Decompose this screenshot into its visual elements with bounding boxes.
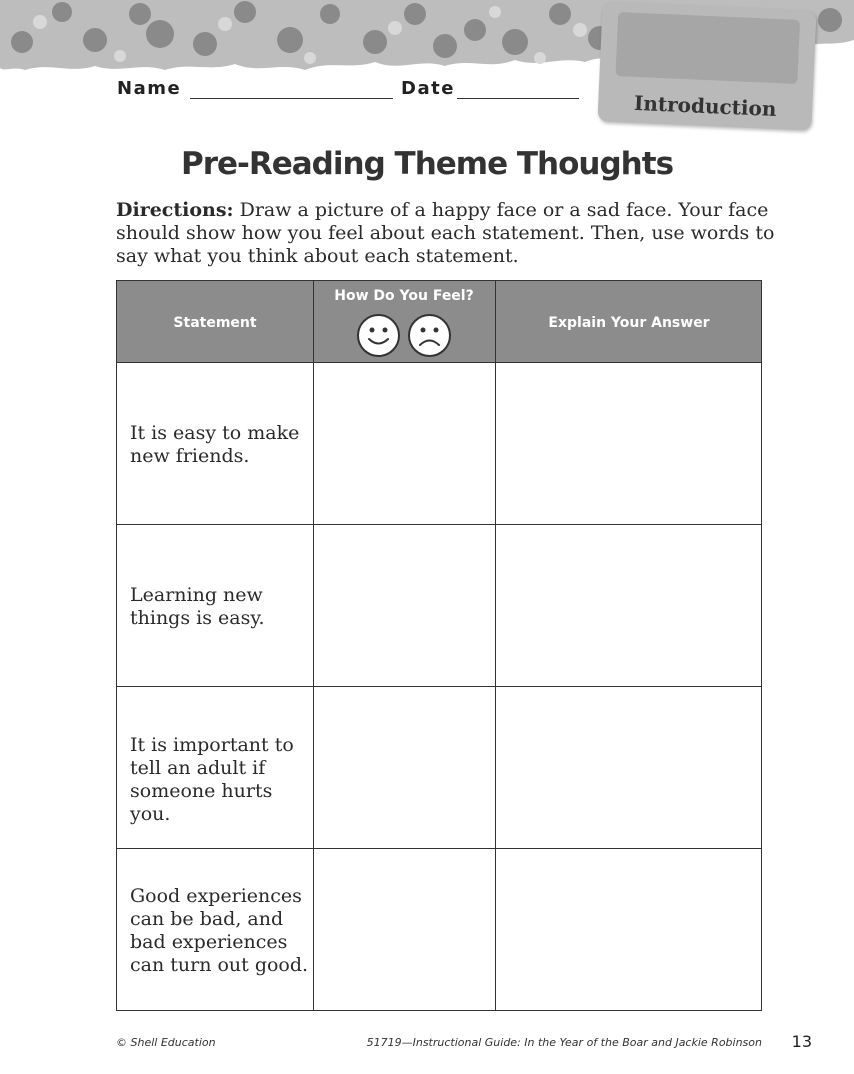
tab-decoration [615, 12, 800, 84]
directions [116, 199, 776, 268]
row-divider [117, 848, 761, 849]
page-number: 13 [791, 1032, 812, 1051]
footer-book-title: 51719—Instructional Guide: In the Year of the Boar and Jackie Robinson [366, 1036, 762, 1049]
directions-label: Directions: [116, 199, 234, 221]
feel-cell[interactable] [315, 851, 493, 1009]
feel-cell[interactable] [315, 689, 493, 846]
name-line[interactable] [190, 98, 393, 99]
feel-cell[interactable] [315, 527, 493, 684]
date-line[interactable] [457, 98, 579, 99]
statement-text: It is easy to make new friends. [130, 422, 300, 467]
column-header-feel: How Do You Feel? [334, 288, 474, 304]
section-tab-label: Introduction [633, 90, 777, 122]
statement-text: Learning new things is easy. [130, 584, 265, 629]
column-header-statement: Statement [173, 315, 257, 331]
section-tab [597, 1, 816, 130]
directions-text: Draw a picture of a happy face or a sad face. Your face should show how you feel about each statement. Then, use words to say what you think about each statement. [116, 199, 775, 267]
feel-cell[interactable] [315, 365, 493, 522]
footer-copyright: © Shell Education [116, 1036, 216, 1049]
explain-cell[interactable] [497, 851, 760, 1009]
table-header [117, 281, 761, 363]
sad-face-icon [408, 314, 451, 357]
name-label: Name [117, 78, 182, 99]
page-title: Pre-Reading Theme Thoughts [180, 146, 674, 182]
explain-cell[interactable] [497, 365, 760, 522]
column-divider [313, 281, 314, 1010]
explain-cell[interactable] [497, 689, 760, 846]
column-divider [495, 281, 496, 1010]
statement-text: Good experiences can be bad, and bad experiences can turn out good. [130, 885, 309, 976]
happy-face-icon [357, 314, 400, 357]
explain-cell[interactable] [497, 527, 760, 684]
row-divider [117, 524, 761, 525]
statement-text: It is important to tell an adult if someone hurts you. [130, 734, 294, 825]
statement-table [116, 280, 762, 1011]
column-header-explain: Explain Your Answer [548, 315, 710, 331]
date-label: Date [401, 78, 455, 99]
row-divider [117, 686, 761, 687]
